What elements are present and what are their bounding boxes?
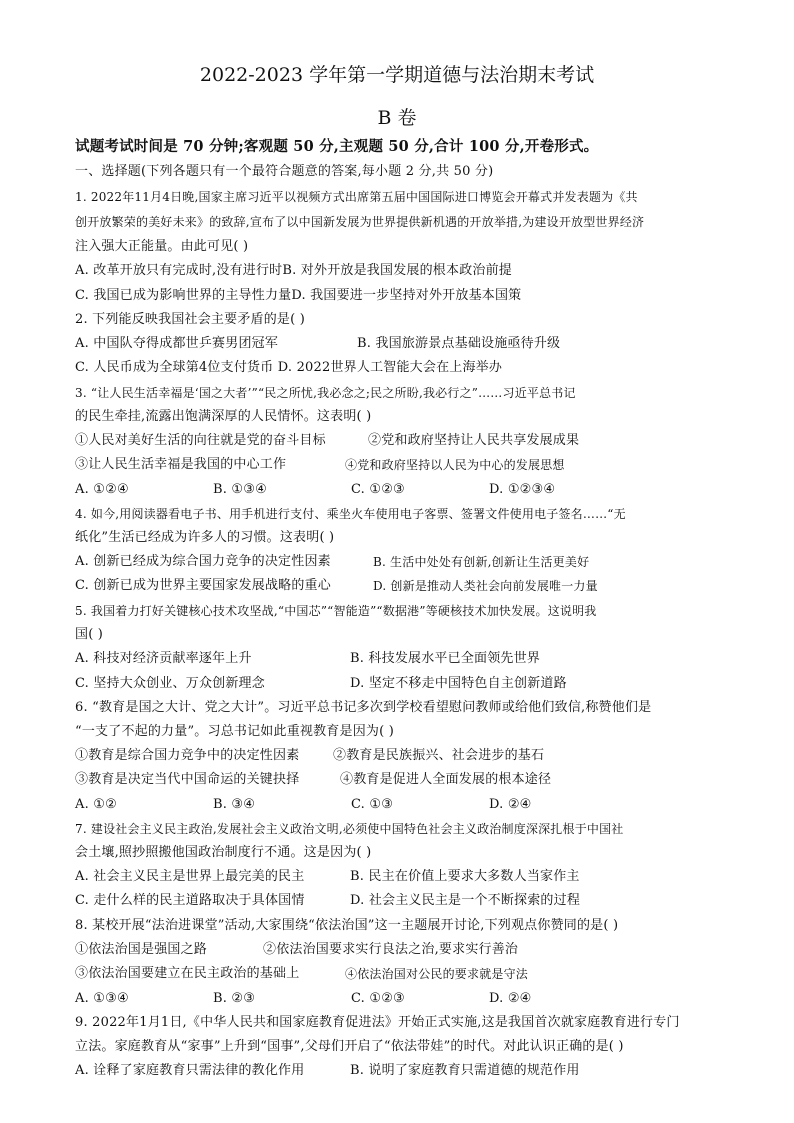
option-row [75,262,735,280]
option-row [75,359,735,377]
option: D. 坚定不移走中国特色自主创新道路 [350,676,567,691]
question-text: 纸化”生活已经成为许多人的习惯。这表明( ) [75,530,335,545]
question-text: 注入强大正能量。由此可见( ) [75,239,249,254]
option: B. 生活中处处有创新,创新让生活更美好 [373,555,590,569]
option: D. 社会主义民主是一个不断探索的过程 [350,893,581,908]
question-text: 7. 建设社会主义民主政治,发展社会主义政治文明,必须使中国特色社会主义政治制度深深扎根于中国社 [75,822,624,836]
option: B. ②③ [213,991,256,1006]
statement: ③依法治国要建立在民主政治的基础上 [75,966,300,981]
statement-row [75,941,735,959]
option: B. ①③④ [213,482,267,497]
option-row [75,335,735,353]
option: C. 我国已成为影响世界的主导性力量 [75,288,292,303]
option: C. 创新已成为世界主要国家发展战略的重心 [75,578,331,593]
option: A. 科技对经济贡献率逐年上升 [75,651,252,666]
option: B. 民主在价值上要求大多数人当家作主 [350,869,580,884]
option: A. ①③④ [75,991,129,1006]
statement: ②依法治国要求实行良法之治,要求实行善治 [263,942,519,957]
option-row [75,553,735,571]
statement: ①人民对美好生活的向往就是党的奋斗目标 [75,433,326,448]
option-row [75,868,735,886]
exam-title: 2022-2023 学年第一学期道德与法治期末考试 [199,64,595,86]
question-text: 4. 如今,用阅读器看电子书、用手机进行支付、乘坐火车使用电子客票、签署文件使用电子签名……“无 [75,507,626,521]
exam-subtitle: B 卷 [377,107,417,129]
option: B. 我国旅游景点基础设施亟待升级 [357,336,561,351]
section-heading: 一、选择题(下列各题只有一个最符合题意的答案,每小题 2 分,共 50 分) [75,164,494,179]
statement: ②党和政府坚持让人民共享发展成果 [368,433,580,448]
option: D. 创新是推动人类社会向前发展唯一力量 [373,579,598,593]
option: B. 科技发展水平已全面领先世界 [350,651,541,666]
option: B. 对外开放是我国发展的根本政治前提 [282,263,513,278]
question-text: 会土壤,照抄照搬他国政治制度行不通。这是因为( ) [75,845,372,860]
question-text: 8. 某校开展“法治进课堂”活动,大家围绕“依法治国”这一主题展开讨论,下列观点你赞同的是( ) [75,918,619,933]
option-row [75,892,735,910]
question-text: 6. “教育是国之大计、党之大计”。习近平总书记多次到学校看望慰问教师或给他们致信,称赞他们是 [75,700,652,715]
option: C. ①③ [351,797,394,812]
statement: ②教育是民族振兴、社会进步的基石 [333,748,545,763]
question-text: “一支了不起的力量”。习总书记如此重视教育是因为( ) [75,724,394,739]
option: D. ①②③④ [489,482,556,497]
question-text: 创开放繁荣的美好未来》的致辞,宣布了以中国新发展为世界提供新机遇的开放举措,为建设开放型世界经济 [75,215,645,229]
statement: ③让人民生活幸福是我国的中心工作 [75,457,287,472]
option: A. ①② [75,797,117,812]
option-row [75,990,735,1008]
statement: ③教育是决定当代中国命运的关键抉择 [75,772,300,787]
statement: ④教育是促进人全面发展的根本途径 [340,772,552,787]
option-row [75,796,735,814]
option-row [75,650,735,668]
option-row [75,1062,735,1080]
option-row [75,577,735,595]
option: C. 人民币成为全球第4位支付货币 [75,360,274,375]
option: A. 中国队夺得成都世乒赛男团冠军 [75,336,279,351]
question-text: 3. “让人民生活幸福是‘国之大者’”“民之所忧,我必念之;民之所盼,我必行之”……习近平总书记 [75,386,576,400]
option: A. 创新已经成为综合国力竞争的决定性因素 [75,554,331,569]
option: A. 改革开放只有完成时,没有进行时 [75,263,283,278]
option: B. ③④ [213,797,256,812]
question-text: 9. 2022年1月1日,《中华人民共和国家庭教育促进法》开始正式实施,这是我国首次就家庭教育进行专门 [75,1015,680,1030]
option: A. 诠释了家庭教育只需法律的教化作用 [75,1063,305,1078]
option: D. 2022世界人工智能大会在上海举办 [277,360,503,375]
option-row [75,287,735,305]
statement-row [75,432,735,450]
question-text: 的民生牵挂,流露出饱满深厚的人民情怀。这表明( ) [75,409,372,424]
option: D. 我国要进一步坚持对外开放基本国策 [291,288,522,303]
option: D. ②④ [489,797,532,812]
option: C. ①②③ [351,482,405,497]
option: A. 社会主义民主是世界上最完美的民主 [75,869,305,884]
option: A. ①②④ [75,482,129,497]
question-text: 国( ) [75,627,104,642]
option: C. 坚持大众创业、万众创新理念 [75,676,265,691]
statement-row [75,456,735,474]
question-text: 5. 我国着力打好关键核心技术攻坚战,“中国芯”“智能造”“数据港”等硬核技术加快发展。这说明我 [75,604,597,618]
exam-info: 试题考试时间是 70 分钟;客观题 50 分,主观题 50 分,合计 100 分,开卷形式。 [75,138,599,155]
option-row [75,481,735,499]
option: C. 走什么样的民主道路取决于具体国情 [75,893,305,908]
statement: ①教育是综合国力竞争中的决定性因素 [75,748,300,763]
option: C. ①②③ [351,991,405,1006]
statement: ①依法治国是强国之路 [75,942,208,957]
option: D. ②④ [489,991,532,1006]
statement: ④党和政府坚持以人民为中心的发展思想 [345,458,565,472]
question-text: 1. 2022年11月4日晚,国家主席习近平以视频方式出席第五届中国国际进口博览会开幕式并发表题为《共 [75,190,638,204]
statement: ④依法治国对公民的要求就是守法 [345,967,529,981]
statement-row [75,747,735,765]
option: B. 说明了家庭教育只需道德的规范作用 [350,1063,580,1078]
statement-row [75,965,735,983]
statement-row [75,771,735,789]
question-text: 2. 下列能反映我国社会主要矛盾的是( ) [75,312,306,327]
option-row [75,675,735,693]
question-text: 立法。家庭教育从“家事”上升到“国事”,父母们开启了“依法带娃”的时代。对此认识正确的是( ) [75,1039,624,1054]
